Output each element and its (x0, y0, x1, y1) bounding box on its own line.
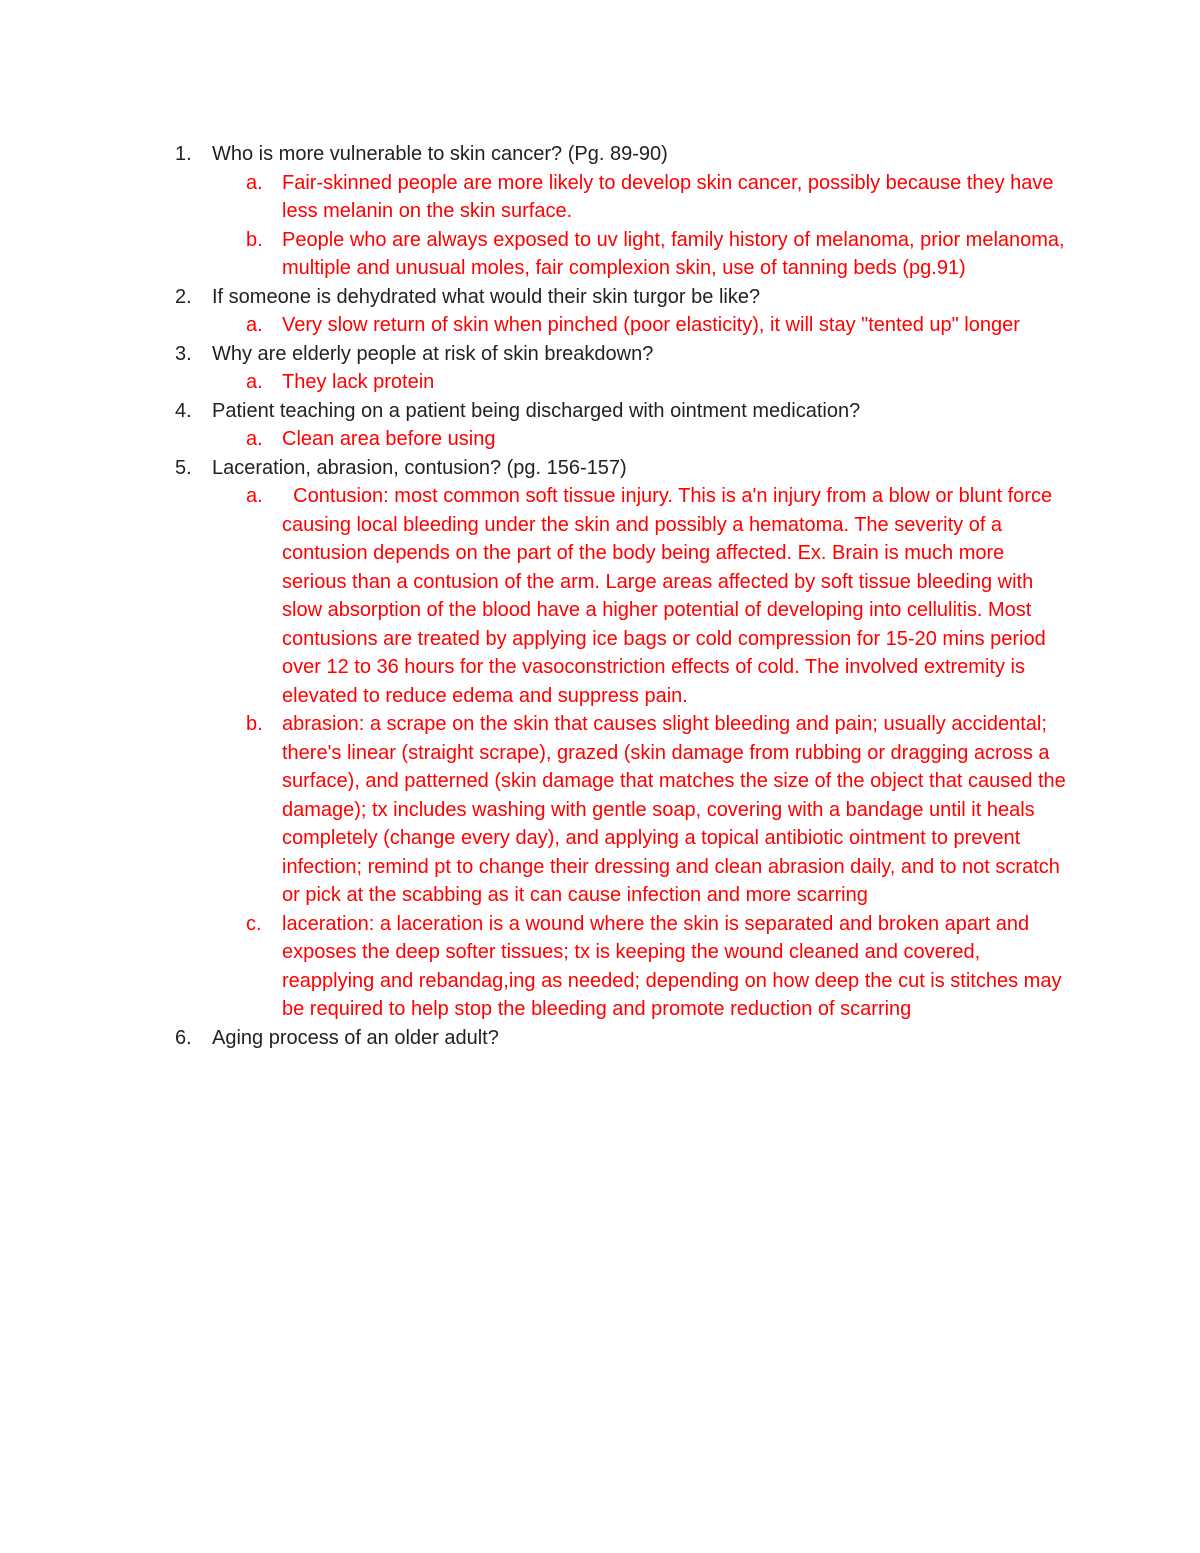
question-item (0, 140, 1200, 169)
answer-item (0, 368, 1200, 397)
answer-text: laceration: a laceration is a wound where the skin is separated and broken apart and exposes the deep softer tissues; tx is keeping the wound cleaned and covered, reapplying and rebandag,ing as needed; depending on how deep the cut is stitches may be required to help stop the bleeding and promote reduction of scarring (282, 912, 1068, 1020)
question-item (0, 397, 1200, 426)
answer-text: Very slow return of skin when pinched (poor elasticity), it will stay "tented up" longer (282, 314, 1020, 336)
question-item (0, 454, 1200, 483)
answer-item (0, 910, 1200, 1024)
question-number: 1. (175, 143, 192, 165)
question-number: 5. (175, 456, 192, 479)
answer-item (0, 226, 1200, 283)
answer-item (0, 482, 1200, 710)
answer-letter: a. (246, 314, 263, 336)
question-item (0, 1024, 1200, 1053)
answer-letter: b. (246, 228, 263, 251)
answer-letter: a. (246, 371, 263, 393)
answer-item (0, 169, 1200, 226)
answer-item (0, 425, 1200, 454)
answer-text: Fair-skinned people are more likely to develop skin cancer, possibly because they have less melanin on the skin surface. (282, 171, 1060, 222)
question-text: Who is more vulnerable to skin cancer? (Pg. 89-90) (212, 143, 668, 165)
answer-text: abrasion: a scrape on the skin that causes slight bleeding and pain; usually accidental; there's linear (straight scrape), grazed (skin damage from rubbing or dragging across a surface), and patterned (skin damage that matches the size of the object that caused the damage); tx includes washing with gentle soap, covering with a bandage until it heals completely (change every day), and applying a topical antibiotic ointment to prevent infection; remind pt to change their dressing and clean abrasion daily, and to not scratch or pick at the scabbing as it can cause infection and more scarring (282, 713, 1072, 906)
answer-letter: c. (246, 912, 262, 935)
answer-item (0, 311, 1200, 340)
question-number: 2. (175, 285, 192, 308)
question-item (0, 340, 1200, 369)
document-body (0, 140, 1200, 1052)
question-text: Aging process of an older adult? (212, 1026, 499, 1049)
answer-letter: a. (246, 428, 263, 450)
answer-text: Contusion: most common soft tissue injury. This is a'n injury from a blow or blunt force causing local bleeding under the skin and possibly a hematoma. The severity of a contusion depends on the part of the body being affected. Ex. Brain is much more serious than a contusion of the arm. Large areas affected by soft tissue bleeding with slow absorption of the blood have a higher potential of developing into cellulitis. Most contusions are treated by applying ice bags or cold compression for 15-20 mins period over 12 to 36 hours for the vasoconstriction effects of cold. The involved extremity is elevated to reduce edema and suppress pain. (282, 485, 1058, 707)
question-number: 3. (175, 342, 192, 365)
answer-text: Clean area before using (282, 428, 496, 450)
question-number: 6. (175, 1026, 192, 1049)
answer-text: People who are always exposed to uv light, family history of melanoma, prior melanoma, multiple and unusual moles, fair complexion skin, use of tanning beds (pg.91) (282, 228, 1071, 279)
answer-letter: a. (246, 485, 263, 507)
answer-letter: b. (246, 713, 263, 735)
question-number: 4. (175, 399, 192, 422)
question-text: Patient teaching on a patient being discharged with ointment medication? (212, 399, 861, 422)
answer-item (0, 710, 1200, 910)
question-text: If someone is dehydrated what would their skin turgor be like? (212, 285, 761, 308)
answer-letter: a. (246, 171, 263, 194)
question-item (0, 283, 1200, 312)
question-text: Laceration, abrasion, contusion? (pg. 156-157) (212, 456, 627, 479)
answer-text: They lack protein (282, 371, 435, 393)
question-text: Why are elderly people at risk of skin breakdown? (212, 342, 654, 365)
